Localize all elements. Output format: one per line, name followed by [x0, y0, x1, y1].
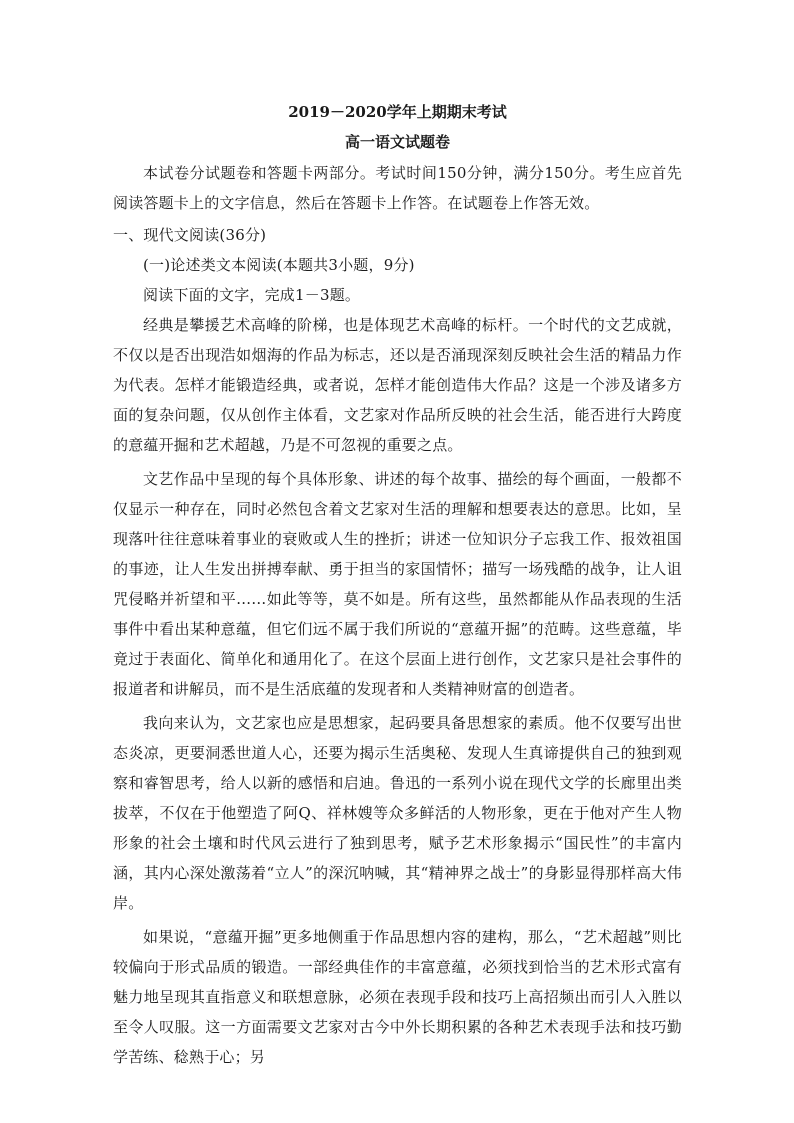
exam-title: 2019－2020学年上期期末考试	[288, 103, 507, 121]
section-heading: 一、现代文阅读(36分)	[113, 226, 267, 244]
reading-instruction: 阅读下面的文字，完成1－3题。	[143, 286, 361, 304]
passage-paragraph-3: 我向来认为，文艺家也应是思想家，起码要具备思想家的素质。他不仅要写出世态炎凉，更要洞悉世道人心，还要为揭示生活奥秘、发现人生真谛提供自己的独到观察和睿智思考，给人以新的感悟和启迪。鲁迅的一系列小说在现代文学的长廊里出类拔萃，不仅在于他塑造了阿Q、祥林嫂等众多鲜活的人物形象，更在于他对产生人物形象的社会土壤和时代风云进行了独到思考，赋予艺术形象揭示“国民性”的丰富内涵，其内心深处激荡着“立人”的深沉呐喊，其“精神界之战士”的身影显得那样高大伟岸。	[113, 714, 682, 912]
passage-paragraph-2: 文艺作品中呈现的每个具体形象、讲述的每个故事、描绘的每个画面，一般都不仅显示一种存在，同时必然包含着文艺家对生活的理解和想要表达的意思。比如，呈现落叶往往意味着事业的衰败或人生的挫折；讲述一位知识分子忘我工作、报效祖国的事迹，让人生发出拼搏奉献、勇于担当的家国情怀；描写一场残酷的战争，让人诅咒侵略并祈望和平……如此等等，莫不如是。所有这些，虽然都能从作品表现的生活事件中看出某种意蕴，但它们远不属于我们所说的“意蕴开掘”的范畴。这些意蕴，毕竟过于表面化、简单化和通用化了。在这个层面上进行创作，文艺家只是社会事件的报道者和讲解员，而不是生活底蕴的发现者和人类精神财富的创造者。	[113, 470, 682, 698]
intro-text: 本试卷分试题卷和答题卡两部分。考试时间150分钟，满分150分。考生应首先阅读答题卡上的文字信息，然后在答题卡上作答。在试题卷上作答无效。	[113, 164, 682, 212]
passage-paragraph-1: 经典是攀援艺术高峰的阶梯，也是体现艺术高峰的标杆。一个时代的文艺成就，不仅以是否出现浩如烟海的作品为标志，还以是否涌现深刻反映社会生活的精品力作为代表。怎样才能锻造经典，或者说，怎样才能创造伟大作品？这是一个涉及诸多方面的复杂问题，仅从创作主体看，文艺家对作品所反映的社会生活，能否进行大跨度的意蕴开掘和艺术超越，乃是不可忽视的重要之点。	[113, 316, 682, 454]
passage-paragraph-4: 如果说，“意蕴开掘”更多地侧重于作品思想内容的建构，那么，“艺术超越”则比较偏向于形式品质的锻造。一部经典佳作的丰富意蕴，必须找到恰当的艺术形式富有魅力地呈现其直指意义和联想意脉，必须在表现手段和技巧上高招频出而引人入胜以至令人叹服。这一方面需要文艺家对古今中外长期积累的各种艺术表现手法和技巧勤学苦练、稔熟于心；另	[113, 928, 682, 1066]
paper-title: 高一语文试题卷	[344, 133, 450, 151]
subsection-heading: (一)论述类文本阅读(本题共3小题，9分)	[143, 256, 415, 274]
